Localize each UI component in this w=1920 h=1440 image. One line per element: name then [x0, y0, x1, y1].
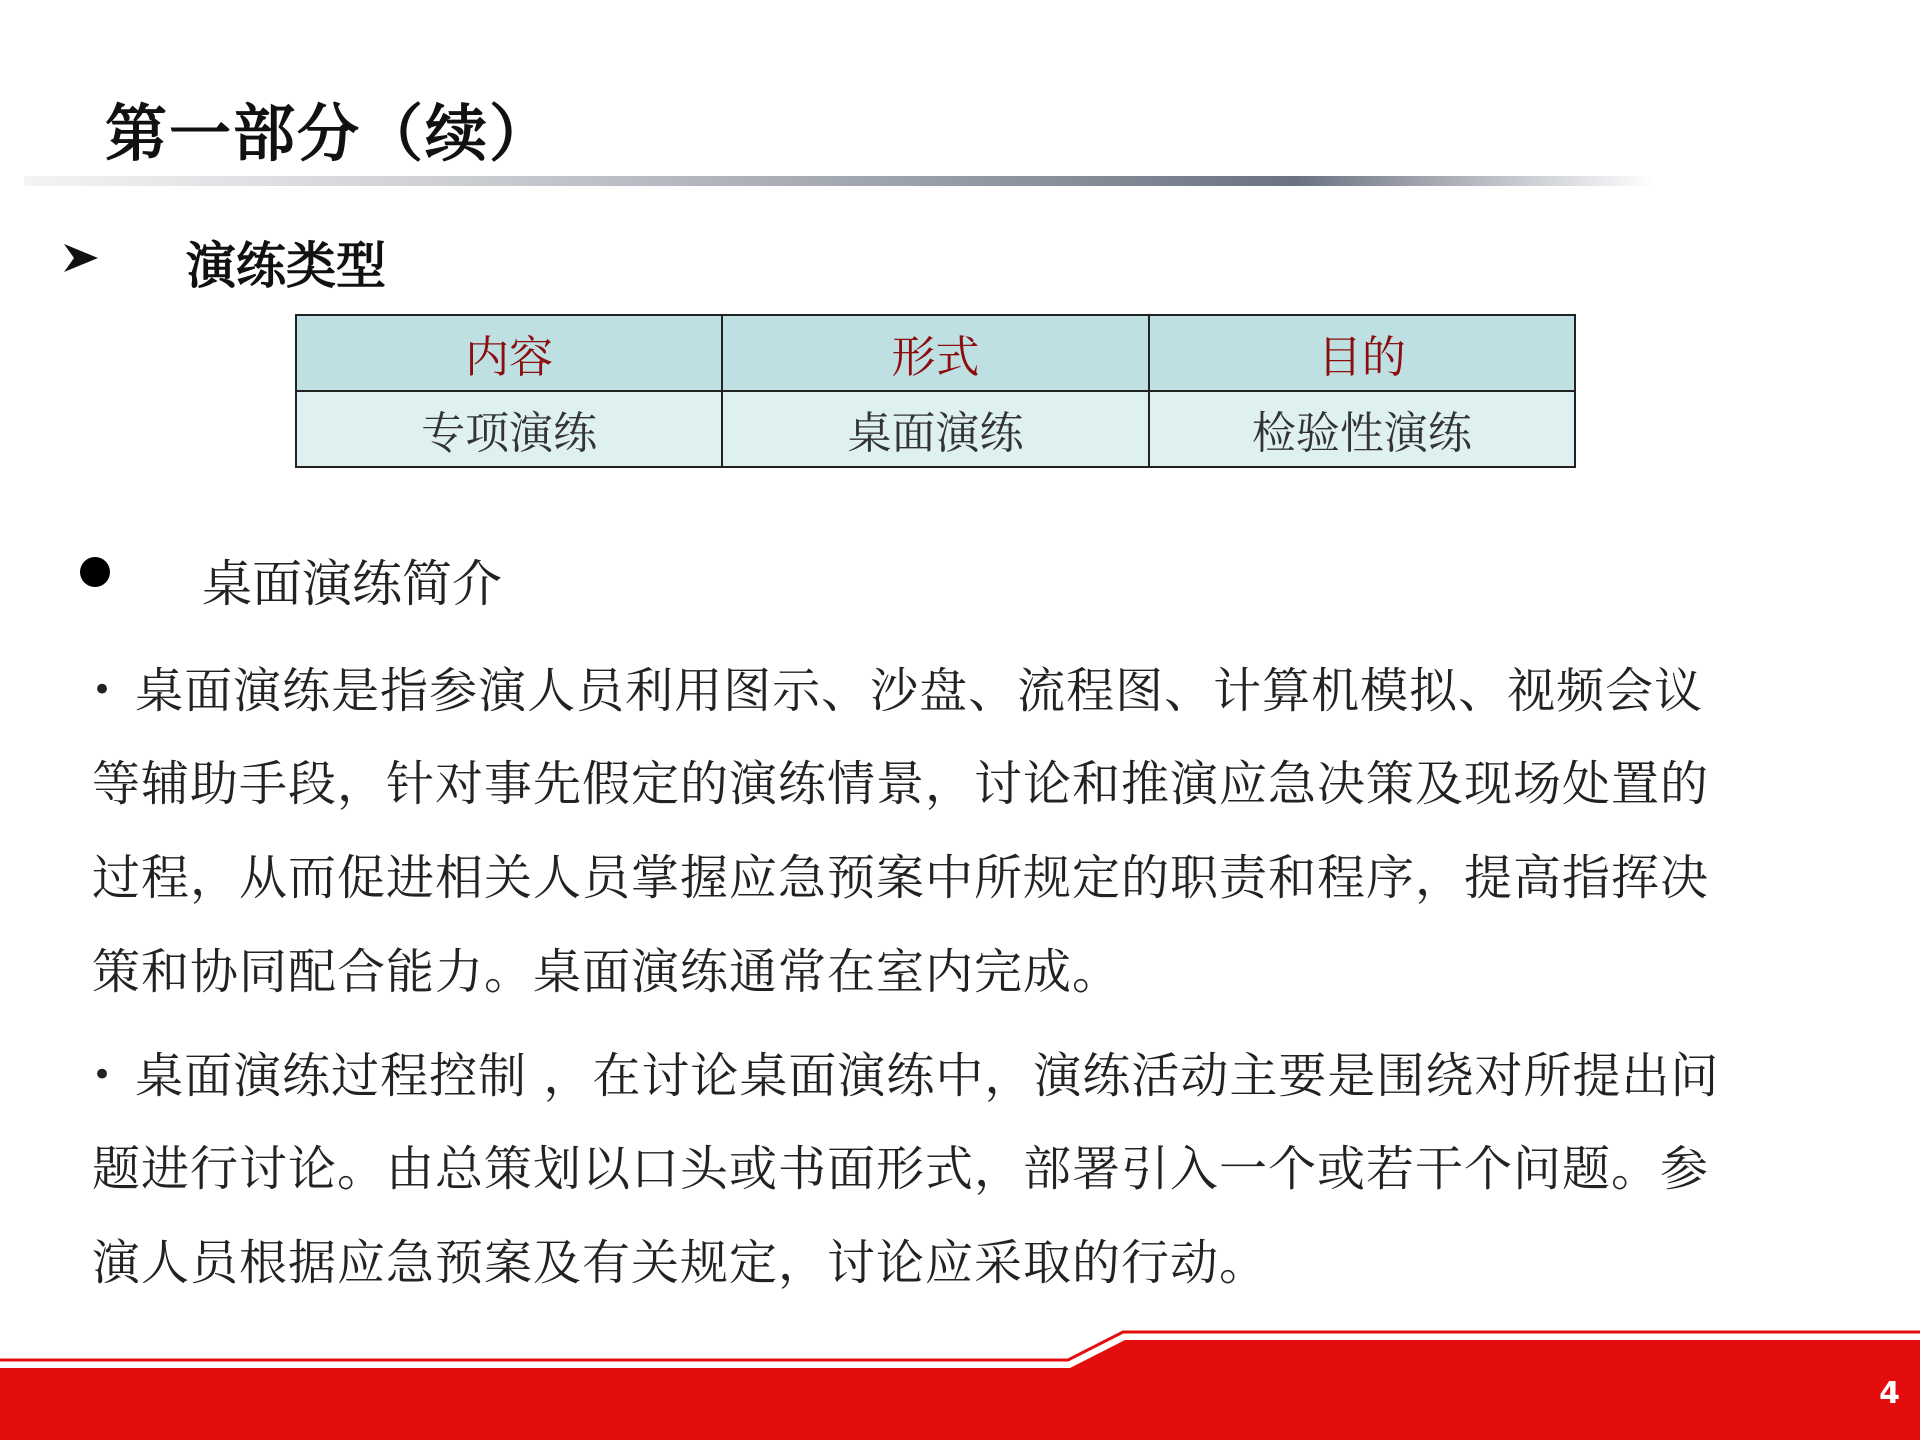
section-title: 演练类型 — [186, 237, 386, 295]
table-header-cell: 内容 — [296, 315, 722, 391]
title-divider — [24, 176, 1654, 186]
paragraph-line: 等辅助手段，针对事先假定的演练情景，讨论和推演应急决策及现场处置的 — [92, 756, 1710, 812]
table-row — [296, 391, 1575, 467]
paragraph-line — [92, 643, 1892, 737]
subsection-title: 桌面演练简介 — [202, 555, 502, 613]
table-header-row — [296, 315, 1575, 391]
paragraph — [92, 643, 1892, 1019]
slide-title: 第一部分（续） — [105, 97, 554, 170]
table-cell: 桌面演练 — [722, 391, 1148, 467]
table-header-cell: 目的 — [1149, 315, 1575, 391]
paragraph-line — [92, 1028, 1892, 1122]
footer-red-band — [0, 1340, 1920, 1440]
filled-circle-bullet-icon — [80, 557, 110, 587]
paragraph — [92, 1028, 1892, 1310]
bullet-dot-icon: • — [92, 670, 114, 710]
table-cell: 检验性演练 — [1149, 391, 1575, 467]
drill-type-table — [295, 314, 1576, 468]
arrow-bullet-icon — [62, 238, 102, 278]
table-header-cell: 形式 — [722, 315, 1148, 391]
paragraph-line: 策和协同配合能力。桌面演练通常在室内完成。 — [92, 944, 1122, 1000]
paragraph-line: 过程，从而促进相关人员掌握应急预案中所规定的职责和程序，提高指挥决 — [92, 850, 1710, 906]
page-number: 4 — [1879, 1376, 1900, 1411]
paragraph-line-text: 桌面演练是指参演人员利用图示、沙盘、流程图、计算机模拟、视频会议 — [135, 663, 1704, 719]
bullet-dot-icon: • — [92, 1055, 114, 1095]
table-cell: 专项演练 — [296, 391, 722, 467]
paragraph-line-text: 桌面演练过程控制 ，在讨论桌面演练中，演练活动主要是围绕对所提出问 — [135, 1048, 1720, 1104]
footer-banner — [0, 1328, 1920, 1440]
paragraph-line: 演人员根据应急预案及有关规定，讨论应采取的行动。 — [92, 1235, 1269, 1291]
paragraph-line: 题进行讨论。由总策划以口头或书面形式，部署引入一个或若干个问题。参 — [92, 1141, 1710, 1197]
